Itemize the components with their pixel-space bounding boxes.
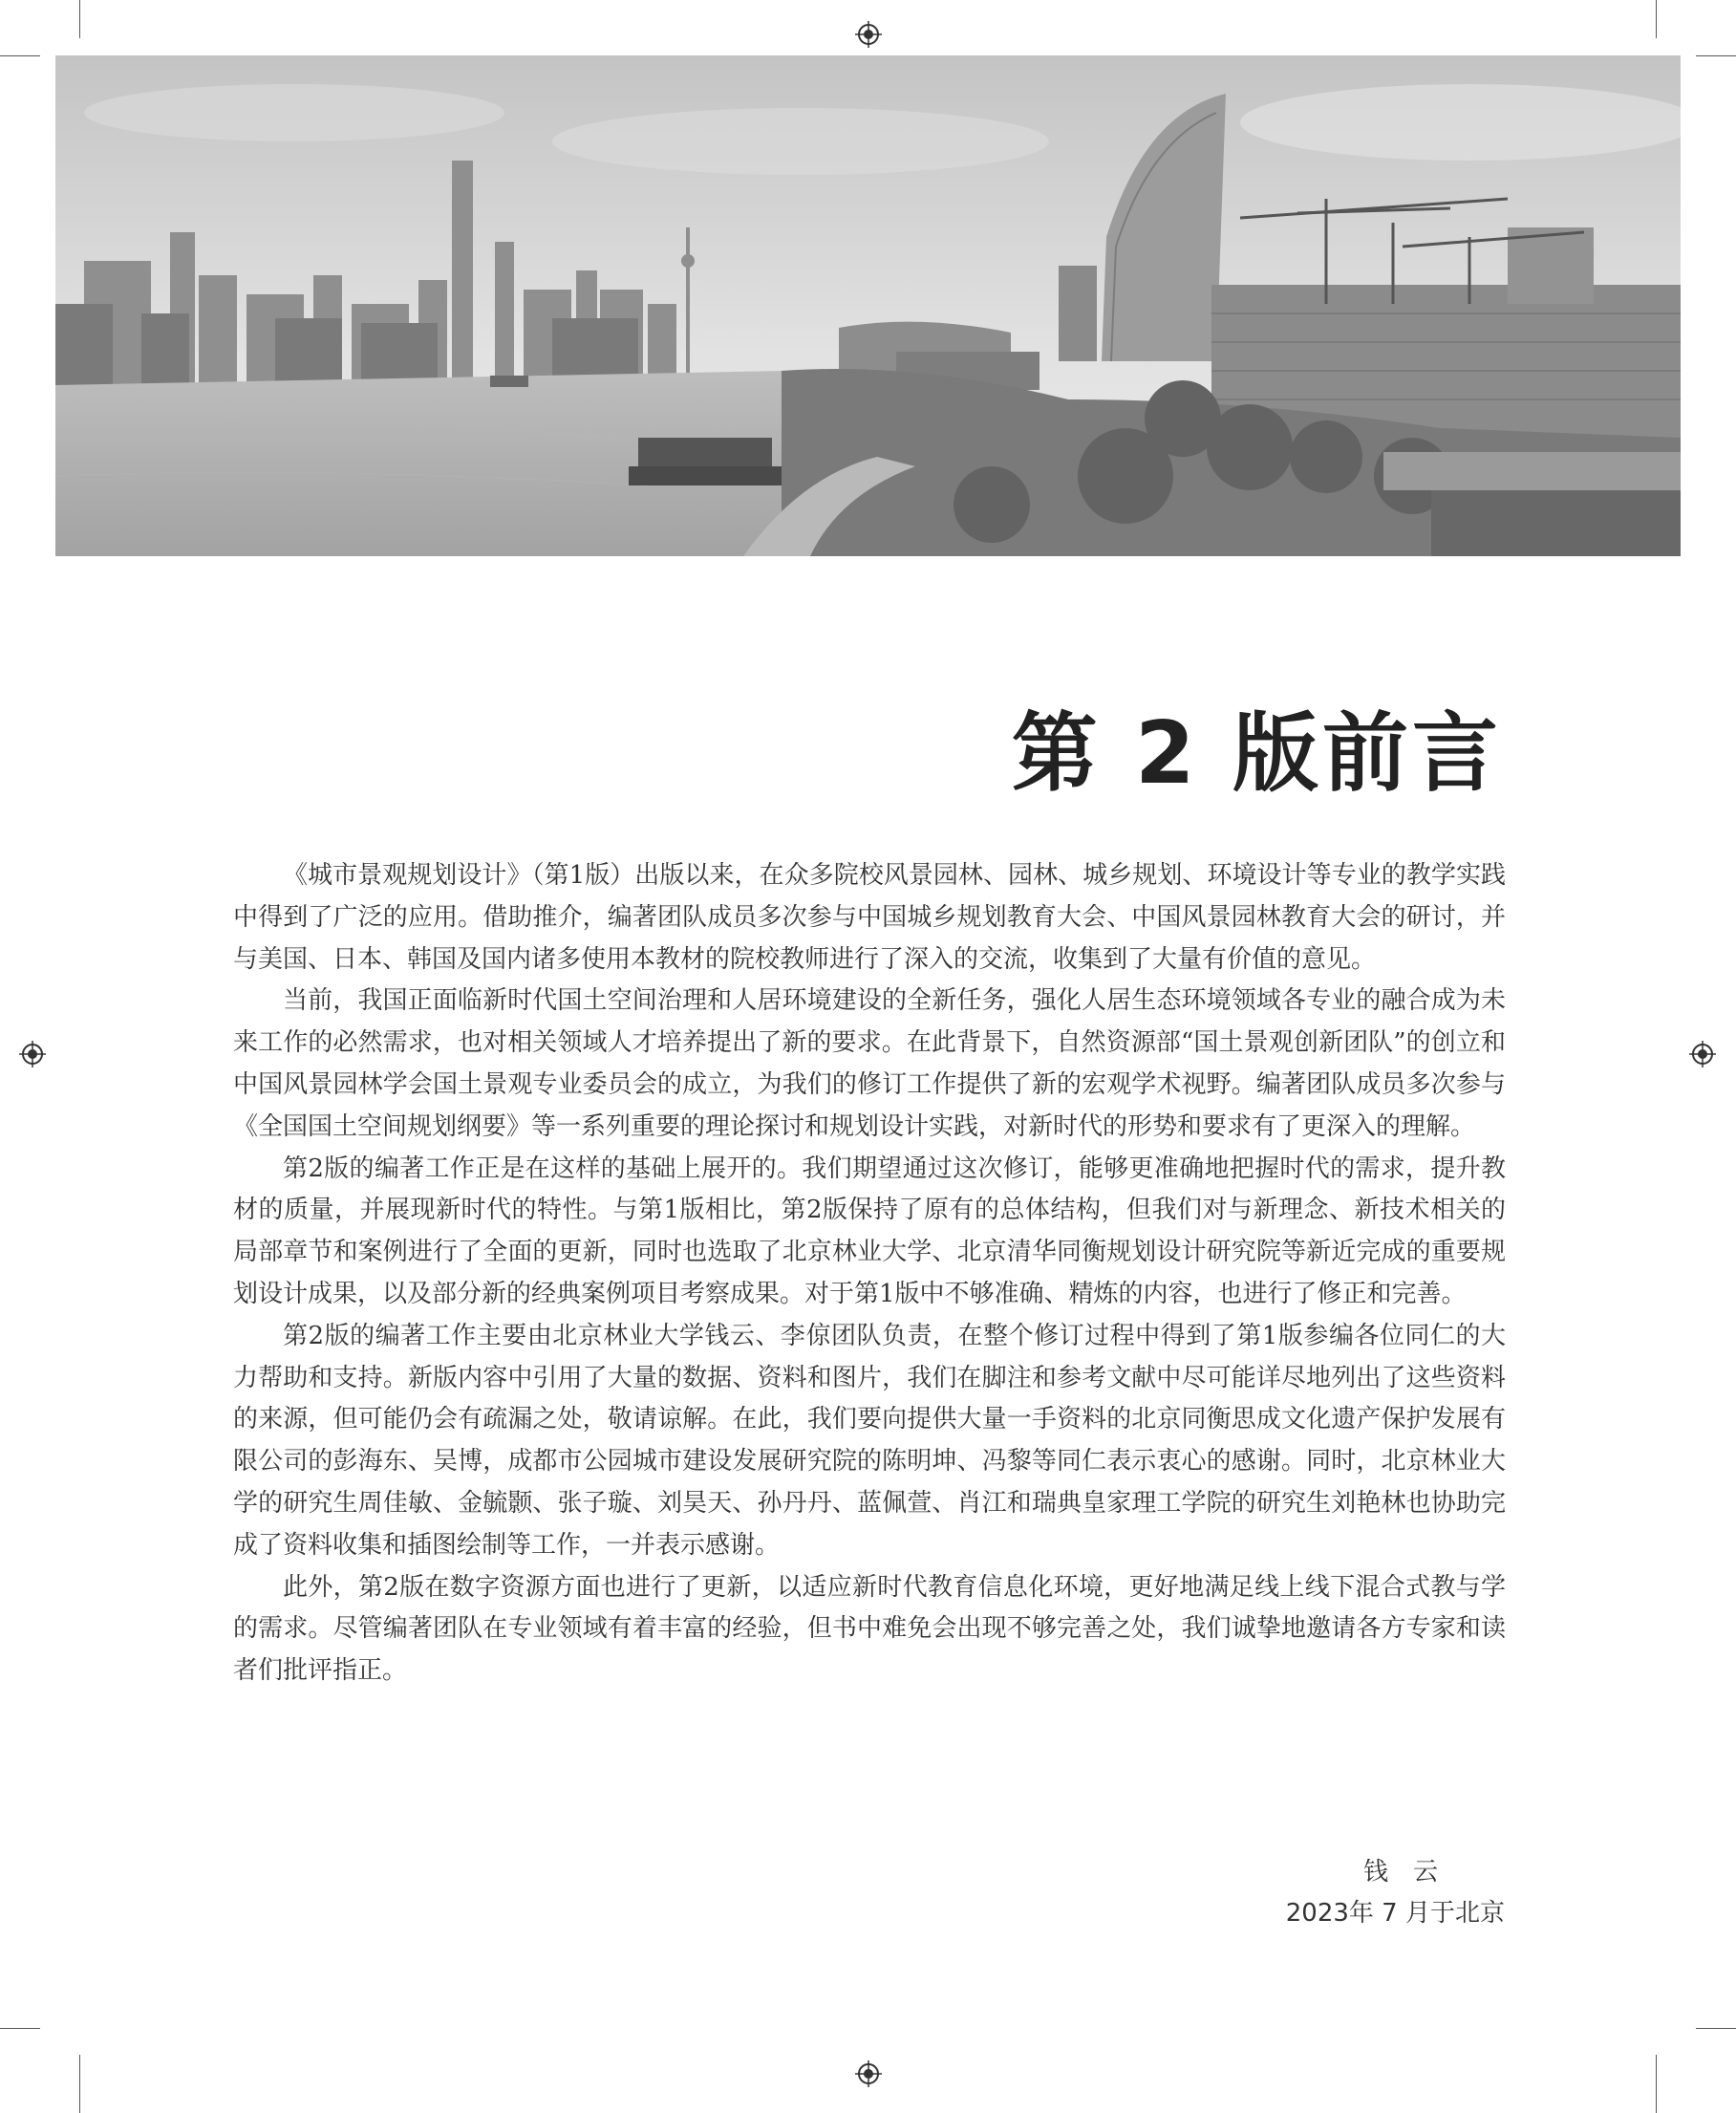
crop-mark — [79, 2055, 80, 2113]
paragraph: 《城市景观规划设计》（第1版）出版以来，在众多院校风景园林、园林、城乡规划、环境设计等专业的教学实践中得到了广泛的应用。借助推介，编著团队成员多次参与中国城乡规划教育大会、中国风景园林教育大会的研讨，并与美国、日本、韩国及国内诸多使用本教材的院校教师进行了深入的交流，收集到了大量有价值的意见。 — [233, 861, 1506, 974]
registration-mark-icon — [855, 21, 882, 48]
page-title: 第 2 版前言 — [1011, 703, 1502, 805]
signature-date-place: 2023年 7 月于北京 — [1285, 1899, 1505, 1928]
paragraph: 当前，我国正面临新时代国土空间治理和人居环境建设的全新任务，强化人居生态环境领域各专业的融合成为未来工作的必然需求，也对相关领域人才培养提出了新的要求。在此背景下，自然资源部“国土景观创新团队”的创立和中国风景园林学会国土景观专业委员会的成立，为我们的修订工作提供了新的宏观学术视野。编著团队成员多次参与《全国国土空间规划纲要》等一系列重要的理论探讨和规划设计实践，对新时代的形势和要求有了更深入的理解。 — [233, 986, 1506, 1141]
registration-mark-icon — [855, 2060, 882, 2087]
registration-mark-icon — [19, 1041, 46, 1067]
header-skyline-photo — [55, 55, 1681, 556]
crop-mark — [1656, 0, 1657, 38]
crop-mark — [1696, 2028, 1736, 2029]
paragraph: 此外，第2版在数字资源方面也进行了更新，以适应新时代教育信息化环境，更好地满足线上线下混合式教与学的需求。尽管编著团队在专业领域有着丰富的经验，但书中难免会出现不够完善之处，我们诚挚地邀请各方专家和读者们批评指正。 — [233, 1572, 1506, 1686]
paragraph: 第2版的编著工作主要由北京林业大学钱云、李倞团队负责，在整个修订过程中得到了第1版参编各位同仁的大力帮助和支持。新版内容中引用了大量的数据、资料和图片，我们在脚注和参考文献中尽可能详尽地列出了这些资料的来源，但可能仍会有疏漏之处，敬请谅解。在此，我们要向提供大量一手资料的北京同衡思成文化遗产保护发展有限公司的彭海东、吴博，成都市公园城市建设发展研究院的陈明坤、冯黎等同仁表示衷心的感谢。同时，北京林业大学的研究生周佳敏、金毓颢、张子璇、刘昊天、孙丹丹、蓝佩萱、肖江和瑞典皇家理工学院的研究生刘艳林也协助完成了资料收集和插图绘制等工作，一并表示感谢。 — [233, 1321, 1506, 1560]
paragraph: 第2版的编著工作正是在这样的基础上展开的。我们期望通过这次修订，能够更准确地把握时代的需求，提升教材的质量，并展现新时代的特性。与第1版相比，第2版保持了原有的总体结构，但我们对与新理念、新技术相关的局部章节和案例进行了全面的更新，同时也选取了北京林业大学、北京清华同衡规划设计研究院等新近完成的重要规划设计成果，以及部分新的经典案例项目考察成果。对于第1版中不够准确、精炼的内容，也进行了修正和完善。 — [233, 1154, 1506, 1308]
crop-mark — [1696, 55, 1736, 56]
preface-body — [233, 855, 1506, 1693]
registration-mark-icon — [1689, 1041, 1716, 1067]
crop-mark — [79, 0, 80, 38]
crop-mark — [1656, 2055, 1657, 2113]
crop-mark — [0, 55, 40, 56]
signature-author: 钱 云 — [1362, 1858, 1438, 1887]
crop-mark — [0, 2028, 40, 2029]
